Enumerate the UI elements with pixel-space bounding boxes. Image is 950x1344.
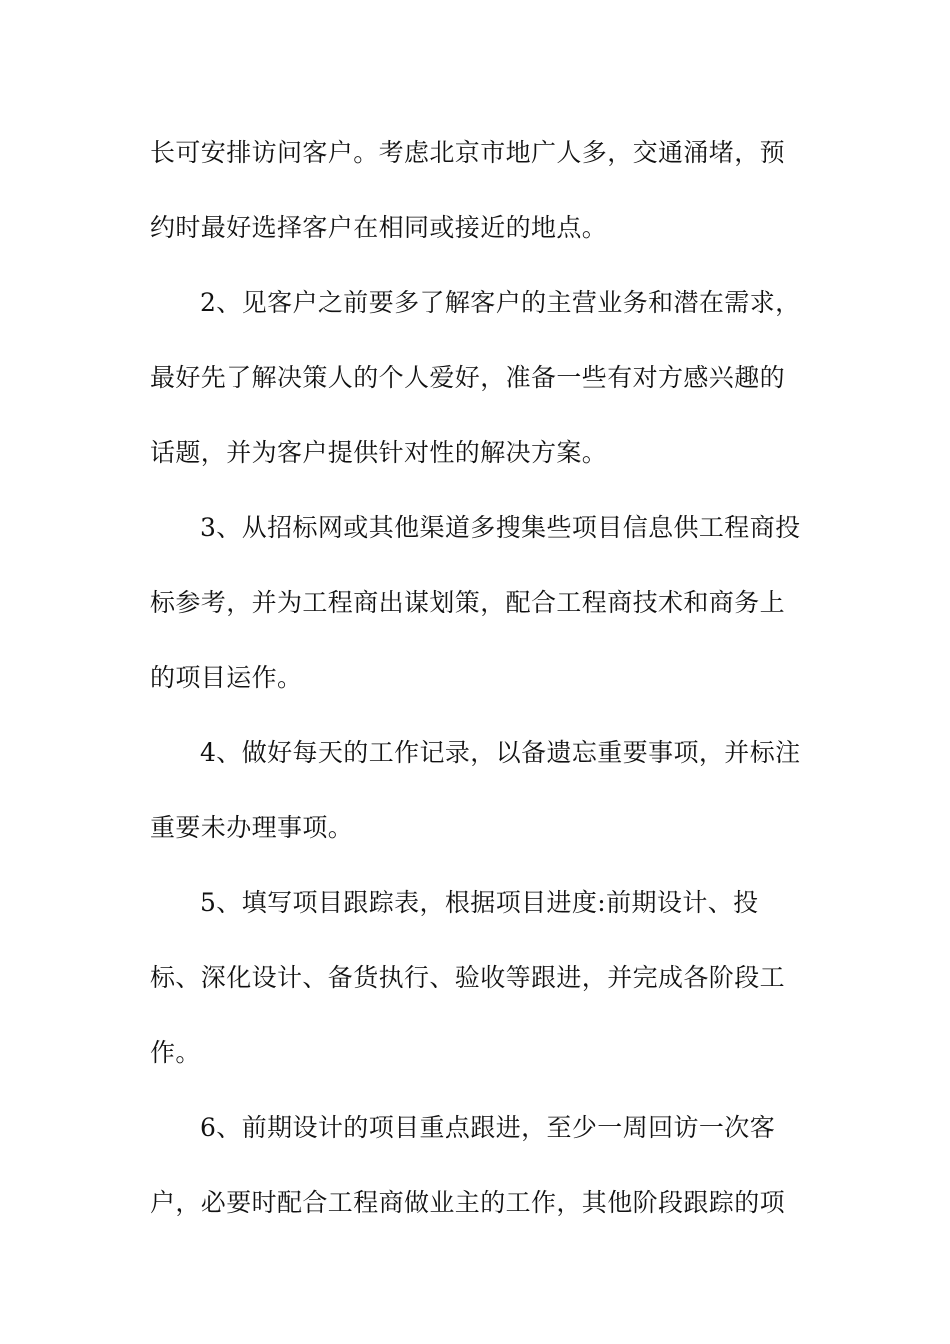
text-line: 户，必要时配合工程商做业主的工作，其他阶段跟踪的项 [150,1188,786,1217]
paragraph-start-line: 3、从招标网或其他渠道多搜集些项目信息供工程商投 [200,513,801,542]
text-line: 约时最好选择客户在相同或接近的地点。 [150,213,608,242]
paragraph-start-line: 5、填写项目跟踪表，根据项目进度:前期设计、投 [200,888,759,917]
text-line: 话题，并为客户提供针对性的解决方案。 [150,438,608,467]
text-line: 作。 [150,1038,201,1067]
paragraph-start-line: 2、见客户之前要多了解客户的主营业务和潜在需求， [200,288,801,317]
text-line: 标参考，并为工程商出谋划策，配合工程商技术和商务上 [150,588,786,617]
text-line: 的项目运作。 [150,663,303,692]
paragraph-start-line: 4、做好每天的工作记录，以备遗忘重要事项，并标注 [200,738,801,767]
text-line: 长可安排访问客户。考虑北京市地广人多，交通涌堵，预 [150,138,786,167]
paragraph-start-line: 6、前期设计的项目重点跟进，至少一周回访一次客 [200,1113,776,1142]
text-line: 最好先了解决策人的个人爱好，准备一些有对方感兴趣的 [150,363,786,392]
text-line: 标、深化设计、备货执行、验收等跟进，并完成各阶段工 [150,963,786,992]
text-line: 重要未办理事项。 [150,813,354,842]
